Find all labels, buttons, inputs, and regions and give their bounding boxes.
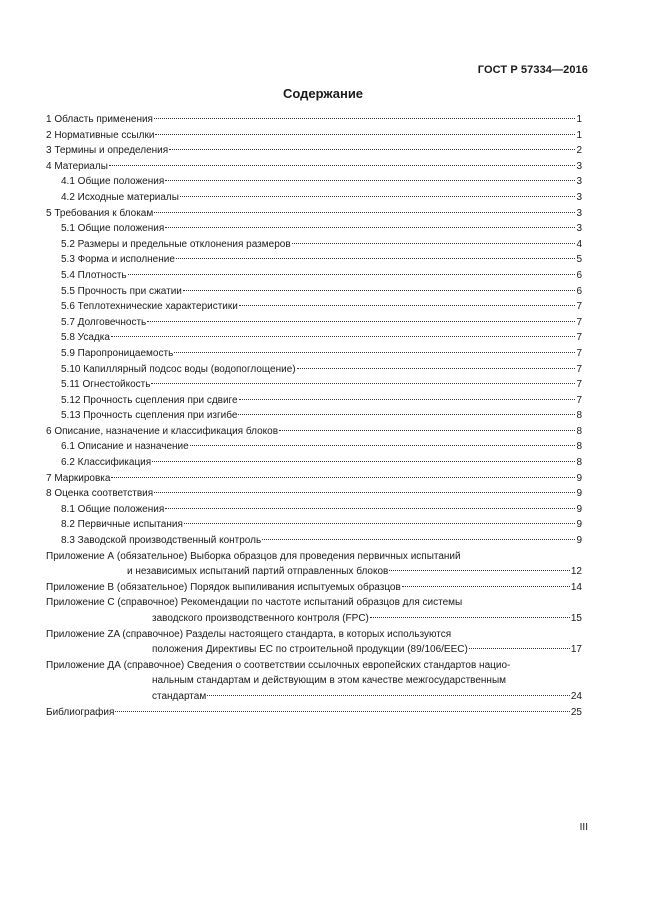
dot-leader xyxy=(147,321,575,322)
toc-entry-page: 4 xyxy=(576,238,582,250)
toc-entry-page: 3 xyxy=(576,176,582,188)
toc-entry-page: 7 xyxy=(576,394,582,406)
toc-entry-title: нальным стандартам и действующим в этом качестве межгосударственным xyxy=(152,675,507,687)
toc-entry[interactable] xyxy=(46,455,582,471)
dot-leader xyxy=(111,336,576,337)
toc-entry-page: 14 xyxy=(570,581,582,593)
dot-leader xyxy=(239,305,576,306)
toc-entry-page: 9 xyxy=(576,535,582,547)
toc-entry-page: 3 xyxy=(576,160,582,172)
toc-entry[interactable] xyxy=(46,190,582,206)
toc-entry-title: 5.4 Плотность xyxy=(61,269,127,281)
toc-entry-page: 6 xyxy=(576,269,582,281)
toc-entry-page: 1 xyxy=(576,114,582,125)
toc-entry-title: положения Директивы ЕС по строительной продукции (89/106/EEC) xyxy=(152,644,468,656)
toc-entry-title: 7 Маркировка xyxy=(46,472,111,484)
dot-leader xyxy=(128,274,576,275)
toc-entry[interactable] xyxy=(46,330,582,346)
toc-entry[interactable] xyxy=(46,424,582,440)
toc-entry-page: 9 xyxy=(576,503,582,515)
toc-entry-page: 12 xyxy=(570,566,582,578)
toc-entry[interactable] xyxy=(46,471,582,487)
toc-entry[interactable] xyxy=(46,564,582,580)
toc-entry-title: Приложение А (обязательное) Выборка образцов для проведения первичных испытаний xyxy=(46,550,461,562)
toc-entry-page: 7 xyxy=(576,332,582,344)
toc-entry[interactable] xyxy=(46,128,582,144)
toc-entry[interactable] xyxy=(46,252,582,268)
dot-leader xyxy=(389,570,570,571)
toc-entry-page: 7 xyxy=(576,347,582,359)
toc-entry[interactable] xyxy=(46,315,582,331)
dot-leader xyxy=(174,352,575,353)
toc-entry-title: 5.6 Теплотехнические характеристики xyxy=(61,301,238,313)
dot-leader xyxy=(115,711,569,712)
toc-entry-title: 2 Нормативные ссылки xyxy=(46,129,155,141)
toc-entry-title: 8.1 Общие положения xyxy=(61,503,165,515)
toc-entry[interactable] xyxy=(46,112,582,128)
toc-entry[interactable] xyxy=(46,705,582,721)
dot-leader xyxy=(109,165,576,166)
toc-entry-title: 5.9 Паропроницаемость xyxy=(61,347,174,359)
toc-entry[interactable] xyxy=(46,549,582,565)
toc-entry-page: 3 xyxy=(576,207,582,219)
toc-entry[interactable] xyxy=(46,486,582,502)
toc-entry-title: 5.3 Форма и исполнение xyxy=(61,254,175,266)
toc-entry-page: 6 xyxy=(576,285,582,297)
toc-entry-page: 2 xyxy=(576,145,582,157)
toc-list xyxy=(46,112,582,720)
toc-entry-page: 7 xyxy=(576,379,582,391)
toc-entry-title: 8.3 Заводской производственный контроль xyxy=(61,535,262,547)
toc-entry[interactable] xyxy=(46,533,582,549)
toc-entry-title: Приложение С (справочное) Рекомендации по частоте испытаний образцов для системы xyxy=(46,597,463,609)
toc-entry[interactable] xyxy=(46,642,582,658)
toc-entry-page: 8 xyxy=(576,410,582,422)
dot-leader xyxy=(165,227,575,228)
toc-entry-title: 4 Материалы xyxy=(46,160,108,172)
dot-leader xyxy=(469,648,570,649)
dot-leader xyxy=(262,539,575,540)
toc-entry-title: 8 Оценка соответствия xyxy=(46,488,154,500)
dot-leader xyxy=(180,196,575,197)
toc-entry-title: стандартам xyxy=(152,690,207,702)
toc-entry-title: 8.2 Первичные испытания xyxy=(61,519,183,531)
toc-entry-title: 5.10 Капиллярный подсос воды (водопоглощение) xyxy=(61,363,296,375)
toc-entry-page: 9 xyxy=(576,472,582,484)
toc-entry[interactable] xyxy=(46,517,582,533)
toc-entry[interactable] xyxy=(46,221,582,237)
toc-entry[interactable] xyxy=(46,143,582,159)
dot-leader xyxy=(279,430,575,431)
toc-entry-title: 1 Область применения xyxy=(46,114,153,125)
toc-entry-title: 5 Требования к блокам xyxy=(46,207,154,219)
toc-entry[interactable] xyxy=(46,689,582,705)
toc-entry-title: 3 Термины и определения xyxy=(46,145,169,157)
toc-entry-page: 1 xyxy=(576,129,582,141)
toc-entry[interactable] xyxy=(46,299,582,315)
toc-entry-page: 3 xyxy=(576,223,582,235)
toc-entry-title: и независимых испытаний партий отправленных блоков xyxy=(127,566,389,578)
toc-entry-title: Приложение В (обязательное) Порядок выпиливания испытуемых образцов xyxy=(46,581,401,593)
dot-leader xyxy=(152,461,575,462)
dot-leader xyxy=(154,492,575,493)
dot-leader xyxy=(169,149,575,150)
toc-entry[interactable] xyxy=(46,284,582,300)
dot-leader xyxy=(297,368,576,369)
toc-entry-page: 7 xyxy=(576,301,582,313)
toc-entry-page: 7 xyxy=(576,363,582,375)
toc-entry-title: 5.2 Размеры и предельные отклонения размеров xyxy=(61,238,291,250)
toc-entry[interactable] xyxy=(46,237,582,253)
dot-leader xyxy=(207,695,570,696)
toc-entry[interactable] xyxy=(46,627,582,643)
dot-leader xyxy=(183,290,576,291)
toc-entry-title: Библиография xyxy=(46,706,115,718)
toc-entry-page: 25 xyxy=(570,706,582,718)
toc-entry-page: 24 xyxy=(570,690,582,702)
toc-entry-title: 6.2 Классификация xyxy=(61,457,152,469)
dot-leader xyxy=(402,586,570,587)
toc-entry[interactable] xyxy=(46,174,582,190)
toc-entry-page: 8 xyxy=(576,457,582,469)
toc-entry[interactable] xyxy=(46,346,582,362)
toc-entry-title: 5.8 Усадка xyxy=(61,332,110,344)
dot-leader xyxy=(184,523,576,524)
dot-leader xyxy=(370,617,570,618)
dot-leader xyxy=(165,180,575,181)
page-folio: III xyxy=(579,822,588,833)
toc-entry-title: 5.12 Прочность сцепления при сдвиге xyxy=(61,394,238,406)
toc-entry[interactable] xyxy=(46,595,582,611)
toc-entry-page: 8 xyxy=(576,441,582,453)
dot-leader xyxy=(165,508,575,509)
toc-entry[interactable] xyxy=(46,268,582,284)
toc-entry[interactable] xyxy=(46,580,582,596)
dot-leader xyxy=(151,383,575,384)
document-code: ГОСТ Р 57334—2016 xyxy=(477,64,588,76)
dot-leader xyxy=(176,258,576,259)
toc-entry-title: заводского производственного контроля (FPC) xyxy=(152,613,369,624)
dot-leader xyxy=(155,134,575,135)
toc-entry[interactable] xyxy=(46,611,582,627)
dot-leader xyxy=(154,118,575,119)
toc-entry-page: 8 xyxy=(576,425,582,437)
toc-entry-title: 4.1 Общие положения xyxy=(61,176,165,188)
toc-entry[interactable] xyxy=(46,159,582,175)
toc-heading: Содержание xyxy=(282,86,364,101)
toc-entry-page: 3 xyxy=(576,191,582,203)
toc-entry-page: 9 xyxy=(576,519,582,531)
dot-leader xyxy=(154,212,575,213)
toc-entry[interactable] xyxy=(46,377,582,393)
toc-entry[interactable] xyxy=(46,502,582,518)
toc-entry[interactable] xyxy=(46,362,582,378)
toc-entry-title: 5.1 Общие положения xyxy=(61,223,165,235)
toc-entry-title: 5.13 Прочность сцепления при изгибе xyxy=(61,410,238,422)
toc-entry[interactable] xyxy=(46,673,582,689)
toc-entry-page: 9 xyxy=(576,488,582,500)
toc-entry-title: 4.2 Исходные материалы xyxy=(61,191,179,203)
toc-entry-page: 17 xyxy=(570,644,582,656)
dot-leader xyxy=(239,399,576,400)
toc-entry[interactable] xyxy=(46,393,582,409)
toc-entry[interactable] xyxy=(46,658,582,674)
toc-entry[interactable] xyxy=(46,408,582,424)
toc-entry-title: 5.11 Огнестойкость xyxy=(61,379,151,391)
toc-entry-page: 15 xyxy=(570,613,582,624)
toc-entry-page: 5 xyxy=(576,254,582,266)
toc-entry-page: 7 xyxy=(576,316,582,328)
dot-leader xyxy=(238,414,575,415)
toc-entry-title: 5.5 Прочность при сжатии xyxy=(61,285,182,297)
toc-entry-title: 5.7 Долговечность xyxy=(61,316,147,328)
toc-entry[interactable] xyxy=(46,439,582,455)
dot-leader xyxy=(111,477,575,478)
toc-entry[interactable] xyxy=(46,206,582,222)
toc-entry-title: Приложение ZA (справочное) Разделы настоящего стандарта, в которых используются xyxy=(46,628,452,640)
dot-leader xyxy=(190,445,576,446)
dot-leader xyxy=(292,243,576,244)
toc-entry-title: 6 Описание, назначение и классификация блоков xyxy=(46,425,279,437)
toc-entry-title: 6.1 Описание и назначение xyxy=(61,441,189,453)
toc-entry-title: Приложение ДА (справочное) Сведения о соответствии ссылочных европейских стандартов нацио- xyxy=(46,659,511,671)
